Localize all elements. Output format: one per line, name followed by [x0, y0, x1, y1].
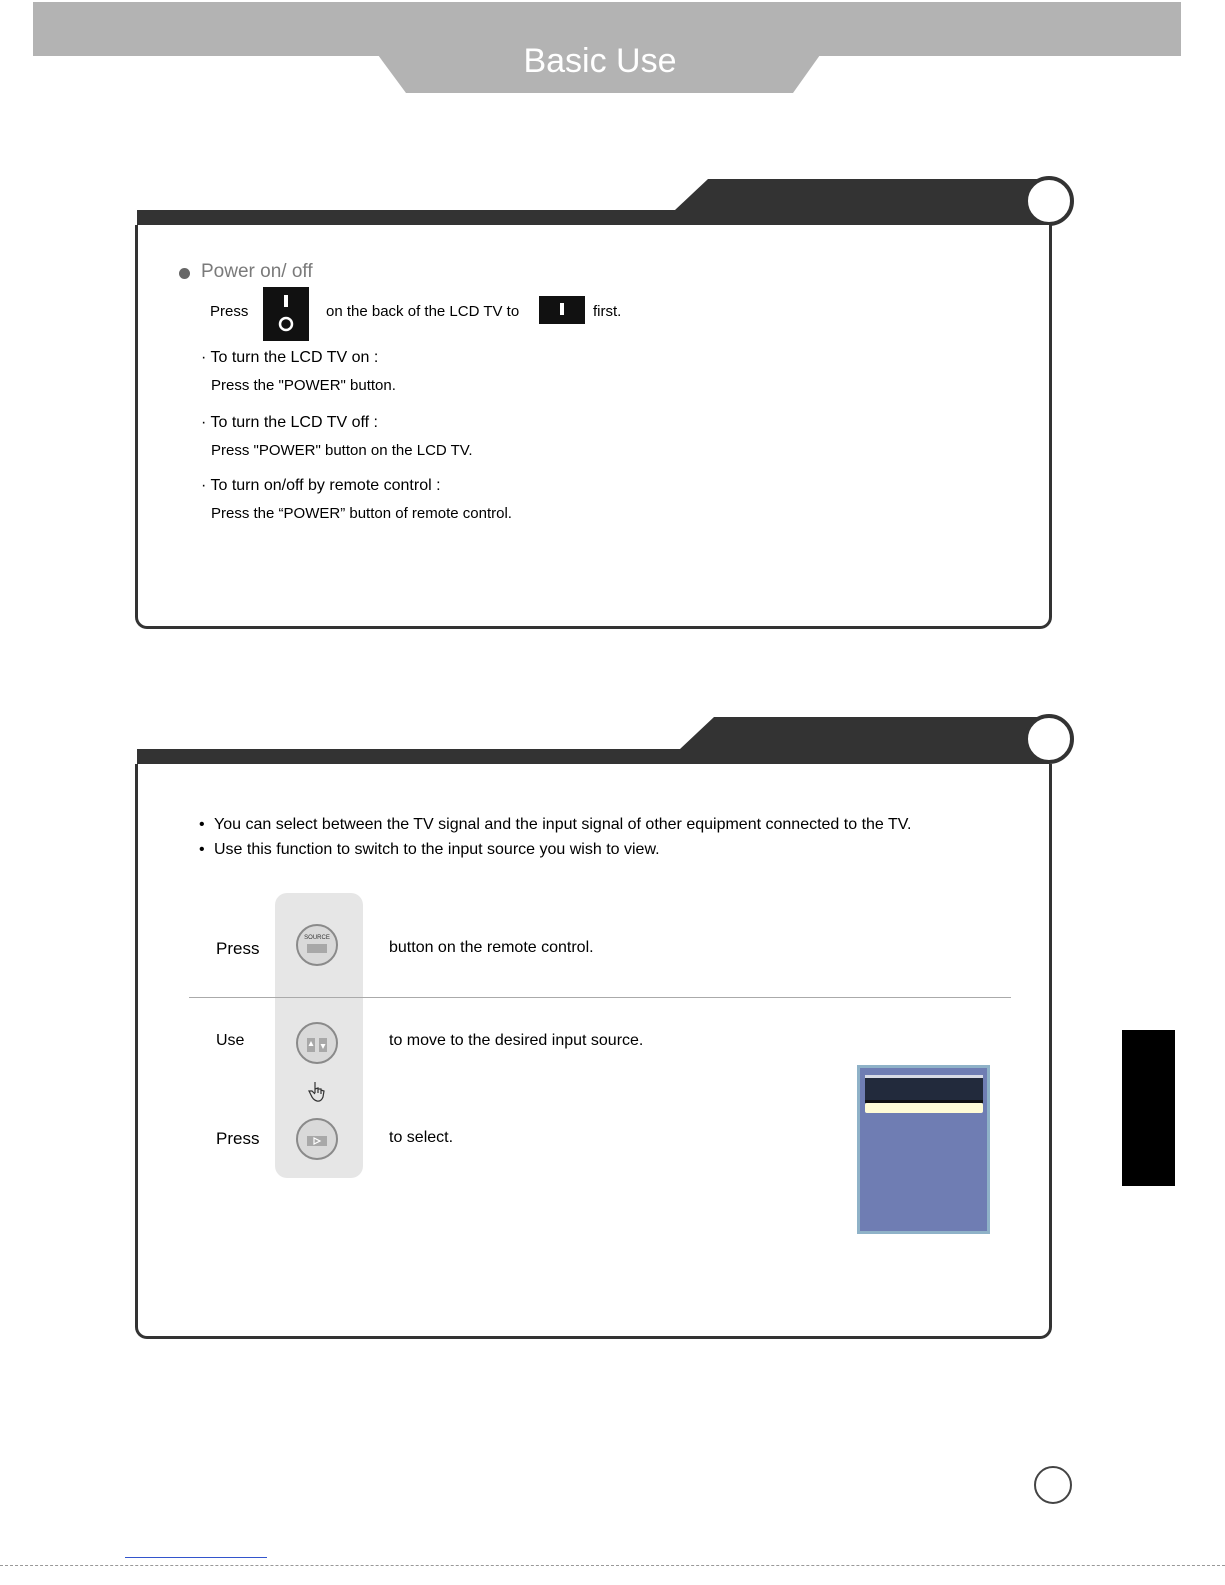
info-text: You can select between the TV signal and the input signal of other equipment connected to the TV. [214, 816, 912, 833]
chapter-side-tab [1122, 1030, 1175, 1186]
source-button-icon [296, 924, 338, 966]
divider [189, 997, 1011, 998]
item-heading: · To turn the LCD TV off : [201, 414, 378, 431]
first-text: first. [593, 303, 622, 320]
step1-verb: Press [216, 939, 260, 958]
item-heading: · To turn the LCD TV on : [201, 349, 379, 366]
item-detail: Press the “POWER” button of remote control. [211, 505, 512, 522]
source-button-label: SOURCE [304, 935, 330, 941]
footer-line [0, 1565, 1225, 1566]
page-number-circle [1034, 1466, 1072, 1504]
item-heading: · To turn on/off by remote control : [201, 477, 441, 494]
enter-button-icon [296, 1118, 338, 1160]
menu-highlight-row [865, 1103, 983, 1113]
step3-text: to select. [389, 1129, 454, 1146]
section2-number-circle [1026, 716, 1072, 762]
step2-verb: Use [216, 1032, 245, 1049]
footer-link-line [125, 1557, 267, 1558]
page-title: Basic Use [523, 42, 677, 80]
step2-text: to move to the desired input source. [389, 1032, 644, 1049]
info-text: Use this function to switch to the input source you wish to view. [214, 841, 660, 858]
hand-pointer-icon [307, 1080, 329, 1104]
input-source-menu-screen [857, 1065, 990, 1234]
item-detail: Press the "POWER" button. [211, 377, 396, 394]
back-of-tv-text: on the back of the LCD TV to [326, 303, 520, 320]
step3-verb: Press [216, 1129, 260, 1148]
info-bullet: • [199, 841, 205, 858]
up-down-button-icon [296, 1022, 338, 1064]
menu-title-bar [865, 1075, 983, 1103]
item-detail: Press "POWER" button on the LCD TV. [211, 442, 473, 459]
step1-text: button on the remote control. [389, 939, 594, 956]
info-bullet: • [199, 816, 205, 833]
press-label: Press [210, 303, 249, 320]
section1-title: Power on/ off [201, 261, 313, 282]
